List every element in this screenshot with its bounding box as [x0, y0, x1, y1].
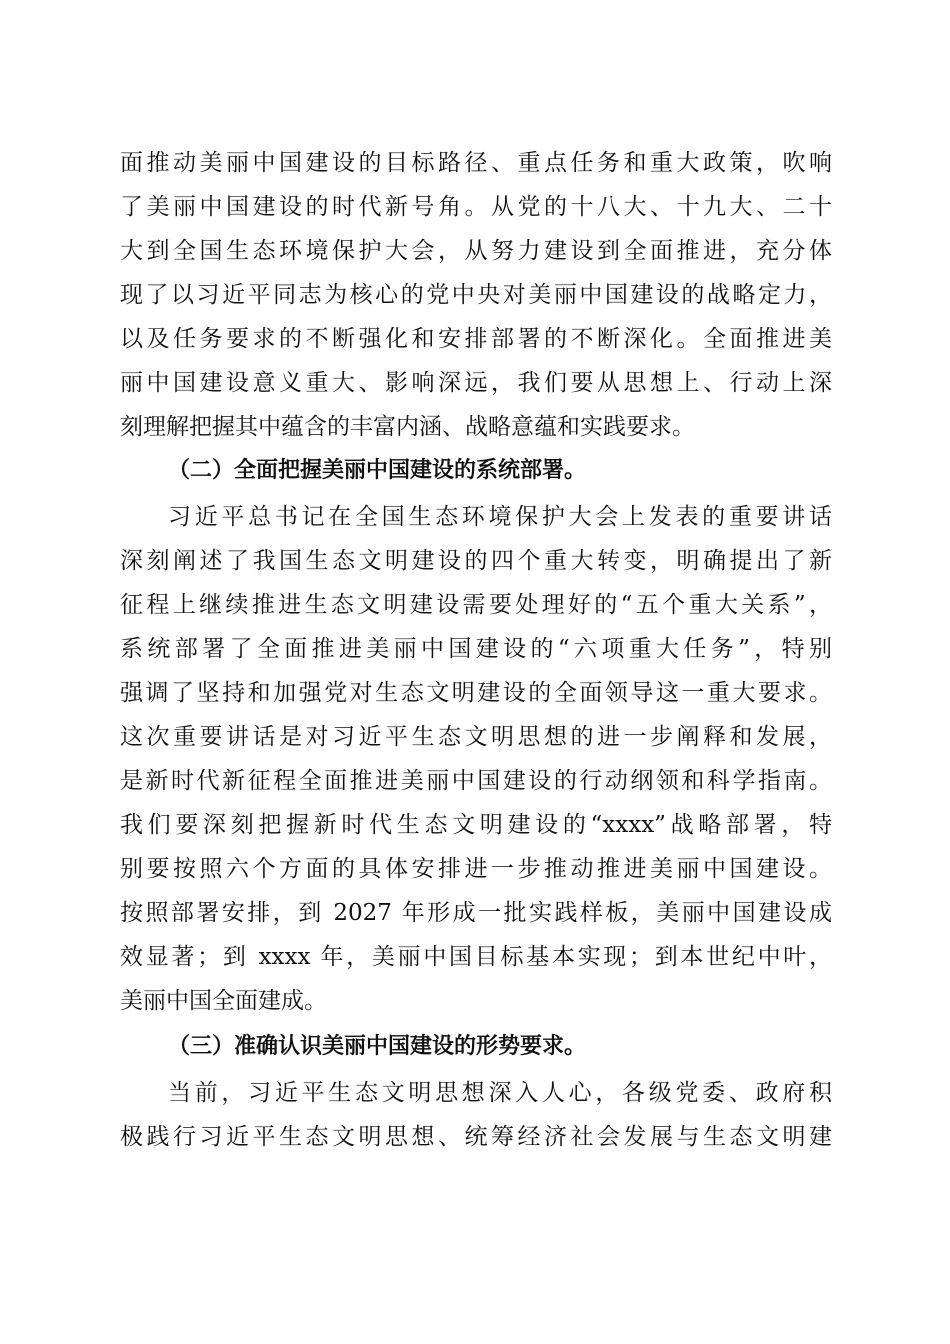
paragraph-line: 效显著；到 xxxx 年，美丽中国目标基本实现；到本世纪中叶，: [120, 944, 832, 970]
paragraph-line: 刻理解把握其中蕴含的丰富内涵、战略意蕴和实践要求。: [120, 414, 695, 440]
paragraph-line: 极践行习近平生态文明思想、统筹经济社会发展与生态文明建: [120, 1124, 832, 1150]
paragraph-line: 是新时代新征程全面推进美丽中国建设的行动纲领和科学指南。: [120, 768, 832, 794]
paragraph-line: 征程上继续推进生态文明建设需要处理好的“五个重大关系”，: [120, 592, 832, 618]
section-heading-3: （三）准确认识美丽中国建设的形势要求。: [168, 1034, 587, 1059]
paragraph-line: 系统部署了全面推进美丽中国建设的“六项重大任务”，特别: [120, 636, 832, 662]
paragraph-line: 现了以习近平同志为核心的党中央对美丽中国建设的战略定力，: [120, 282, 832, 308]
paragraph-line: 丽中国建设意义重大、影响深远，我们要从思想上、行动上深: [120, 370, 832, 396]
paragraph-line: 以及任务要求的不断强化和安排部署的不断深化。全面推进美: [120, 326, 832, 352]
paragraph-line: 大到全国生态环境保护大会，从努力建设到全面推进，充分体: [120, 238, 832, 264]
paragraph-line: 强调了坚持和加强党对生态文明建设的全面领导这一重大要求。: [120, 680, 832, 706]
paragraph-line: 按照部署安排，到 2027 年形成一批实践样板，美丽中国建设成: [120, 900, 832, 926]
paragraph-line: 这次重要讲话是对习近平生态文明思想的进一步阐释和发展，: [120, 724, 832, 750]
paragraph-line: 别要按照六个方面的具体安排进一步推动推进美丽中国建设。: [120, 856, 832, 882]
paragraph-line: 美丽中国全面建成。: [120, 988, 327, 1014]
section-heading-2: （二）全面把握美丽中国建设的系统部署。: [168, 458, 587, 483]
paragraph-line: 当前，习近平生态文明思想深入人心，各级党委、政府积: [168, 1080, 832, 1106]
paragraph-line: 了美丽中国建设的时代新号角。从党的十八大、十九大、二十: [120, 194, 832, 220]
paragraph-line: 深刻阐述了我国生态文明建设的四个重大转变，明确提出了新: [120, 548, 832, 574]
paragraph-line: 我们要深刻把握新时代生态文明建设的“xxxx”战略部署，特: [120, 812, 832, 838]
paragraph-line: 面推动美丽中国建设的目标路径、重点任务和重大政策，吹响: [120, 150, 832, 176]
paragraph-line: 习近平总书记在全国生态环境保护大会上发表的重要讲话: [168, 504, 832, 530]
